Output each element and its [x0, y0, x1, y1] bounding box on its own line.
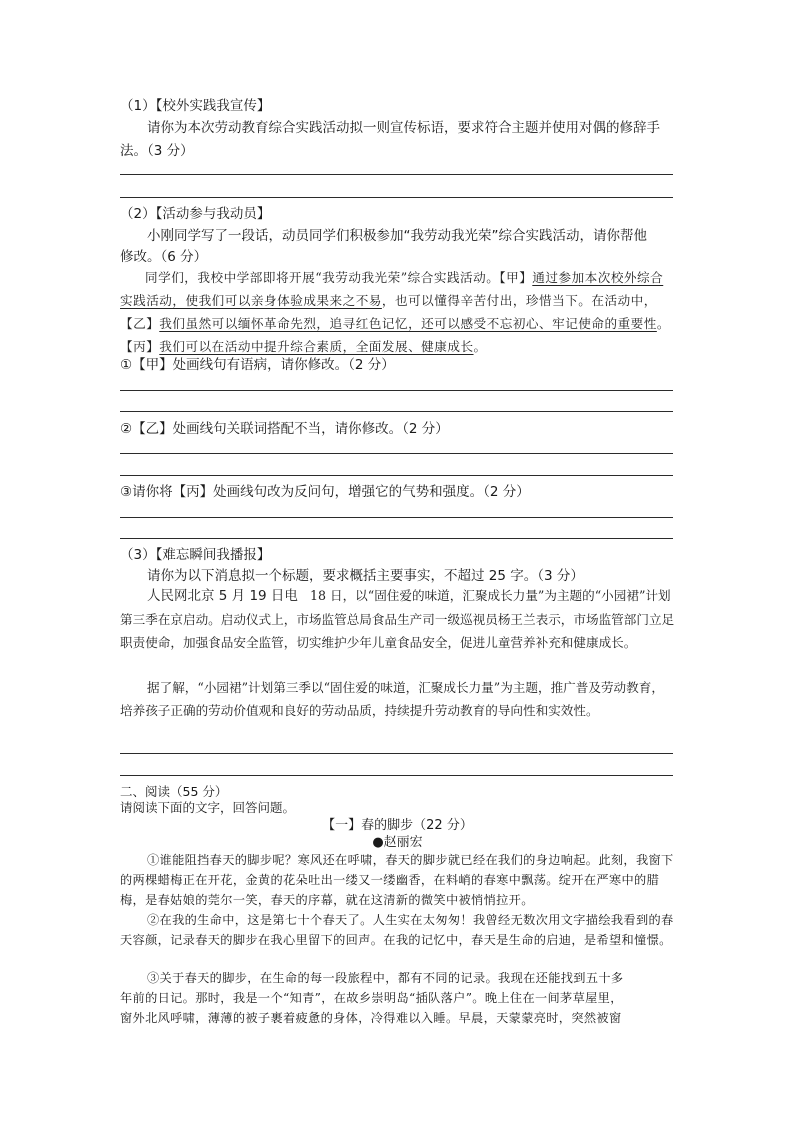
q1-title: （1）【校外实践我宣传】	[120, 98, 271, 114]
q2-title: （2）【活动参与我动员】	[120, 206, 271, 222]
passage-text: 。	[473, 339, 487, 354]
answer-line	[120, 174, 673, 175]
answer-line	[120, 753, 673, 754]
q1-prompt: 请你为本次劳动教育综合实践活动拟一则宣传标语，要求符合主题并使用对偶的修辞手	[147, 120, 660, 136]
answer-line	[120, 197, 673, 198]
answer-line	[120, 390, 673, 391]
q2-sub1: ①【甲】处画线句有语病，请你修改。（2 分）	[120, 357, 395, 373]
passage-text: 。	[656, 316, 670, 331]
q2-sub3: ③请你将【丙】处画线句改为反问句，增强它的气势和强度。（2 分）	[120, 484, 530, 500]
q2-prompt-cont: 修改。（6 分）	[120, 249, 208, 265]
article-line: 年前的日记。那时，我是一个“知青”，在故乡崇明岛“插队落户”。晚上住在一间茅草屋里，	[120, 990, 623, 1005]
q2-sub2: ②【乙】处画线句关联词搭配不当，请你修改。（2 分）	[120, 421, 449, 437]
passage-bing-underlined: 我们可以在活动中提升综合素质，全面发展、健康成长	[159, 339, 474, 354]
answer-line	[120, 475, 673, 476]
article-author: ●赵丽宏	[372, 835, 423, 850]
news-lead: 人民网北京 5 月 19 日电	[147, 588, 298, 604]
answer-line	[120, 775, 673, 776]
answer-line	[120, 411, 673, 412]
mobilization-passage	[120, 266, 675, 358]
news-paragraph-1	[120, 584, 675, 654]
article-line: 窗外北风呼啸，薄薄的被子裹着疲惫的身体，冷得难以入睡。早晨，天蒙蒙亮时，突然被窗	[120, 1010, 622, 1025]
passage-text: 同学们，我校中学部即将开展“我劳动我光荣”综合实践活动。【甲】	[145, 270, 533, 285]
passage-text: ，也可以懂得辛苦付出，珍惜当下。在活动中，	[381, 293, 657, 308]
article-line: ③关于春天的脚步，在生命的每一段旅程中，都有不同的记录。我现在还能找到五十多	[147, 971, 624, 985]
article-paragraph-1: ①谁能阻挡春天的脚步呢？寒风还在呼啸，春天的脚步就已经在我们的身边响起。此刻，我窗下的两棵蜡梅正在开花，金黄的花朵吐出一缕又一缕幽香，在料峭的春寒中飘荡。绽开在严寒中的腊梅，是春姑娘的莞尔一笑，春天的序幕，就在这清新的微笑中被悄悄拉开。	[120, 853, 674, 907]
article-paragraph-3	[120, 969, 675, 1028]
q3-prompt: 请你为以下消息拟一个标题，要求概括主要事实，不超过 25 字。（3 分）	[147, 568, 584, 584]
news-paragraph-2: 据了解，“小园裙”计划第三季以“固住爱的味道，汇聚成长力量”为主题，推广普及劳动教育，培养孩子正确的劳动价值观和良好的劳动品质，持续提升劳动教育的导向性和实效性。	[120, 680, 664, 718]
article-paragraph-2: ②在我的生命中，这是第七十个春天了。人生实在太匆匆！我曾经无数次用文字描绘我看到的春天容颜，记录春天的脚步在我心里留下的回声。在我的记忆中，春天是生命的启迪，是希望和憧憬。	[120, 913, 674, 947]
answer-line	[120, 517, 673, 518]
passage-bing-tag: 【丙】	[120, 339, 160, 354]
passage-jia-underlined: 通过参加本次校外综合实践活动，使我们可以亲身体验成果来之不易	[120, 270, 664, 308]
section-instruction: 请阅读下面的文字，回答问题。	[120, 800, 296, 815]
news-text: 18 日，以“固住爱的味道，汇聚成长力量”为主题的“小园裙”计划第三季在京启动。启动仪式上，市场监管总局食品生产司一级巡视员杨王兰表示，市场监管部门立足职责使命，加强食品安全监管，切实维护少年儿童食品安全，促进儿童营养补充和健康成长。	[120, 588, 675, 650]
q3-title: （3）【难忘瞬间我播报】	[120, 547, 271, 563]
answer-line	[120, 538, 673, 539]
passage-yi-tag: 【乙】	[120, 316, 160, 331]
section-heading: 二、阅读（55 分）	[120, 784, 228, 799]
passage-yi-underlined: 我们虽然可以缅怀革命先烈，追寻红色记忆，还可以感受不忘初心、牢记使命的重要性	[159, 316, 657, 331]
article-title: 【一】春的脚步（22 分）	[322, 818, 473, 833]
q2-prompt: 小刚同学写了一段话，动员同学们积极参加“我劳动我光荣”综合实践活动，请你帮他	[147, 228, 647, 244]
q1-prompt-cont: 法。（3 分）	[120, 143, 194, 159]
answer-line	[120, 453, 673, 454]
